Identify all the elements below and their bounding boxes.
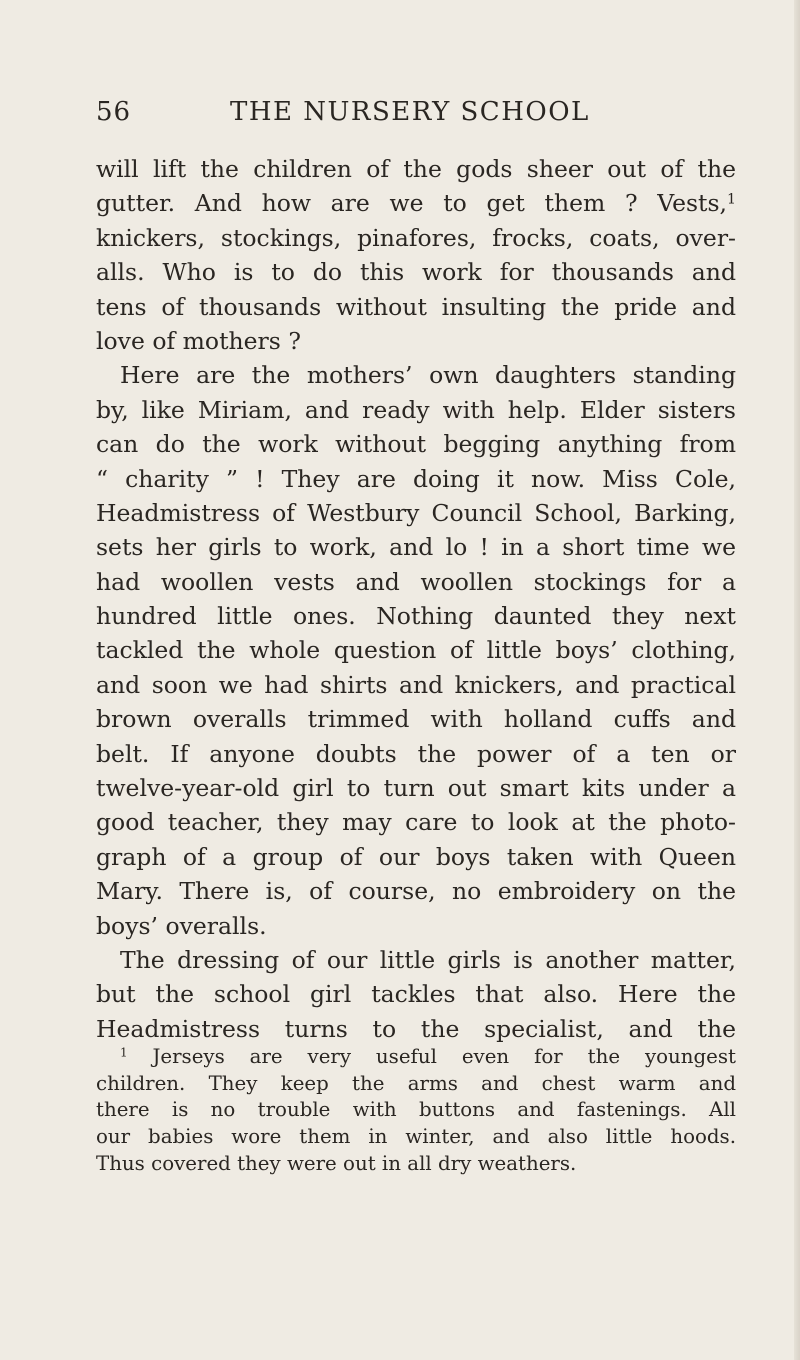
text-line: “ charity ” ! They are doing it now. Miss Cole, — [96, 464, 736, 493]
page-header — [96, 97, 736, 137]
text-line: graph of a group of our boys taken with Queen — [96, 842, 736, 871]
footnote-line: children. They keep the arms and chest warm and — [96, 1071, 736, 1095]
text-line: Headmistress of Westbury Council School, Barking, — [96, 498, 736, 527]
text-line: by, like Miriam, and ready with help. Elder sisters — [96, 395, 736, 424]
text-line: will lift the children of the gods sheer out of the — [96, 155, 736, 183]
footnote-line: Jerseys are very useful even for the youngest — [152, 1045, 736, 1068]
text-line: The dressing of our little girls is another matter, — [120, 945, 736, 974]
footnote-marker: 1 — [727, 191, 736, 208]
text-line: sets her girls to work, and lo ! in a short time we — [96, 533, 736, 562]
text-line: boys’ overalls. — [96, 911, 267, 940]
text-line: tackled the whole question of little boys’ clothing, — [96, 636, 736, 665]
page-edge — [794, 0, 800, 1360]
text-line: tens of thousands without insulting the pride and — [96, 292, 736, 321]
text-line: Headmistress turns to the specialist, and the — [96, 1014, 736, 1043]
text-line: love of mothers ? — [96, 326, 301, 355]
text-line: alls. Who is to do this work for thousands and — [96, 258, 736, 287]
text-line: brown overalls trimmed with holland cuffs and — [96, 705, 736, 734]
text-line: gutter. And how are we to get them ? Vests, — [96, 189, 728, 218]
text-line: and soon we had shirts and knickers, and practical — [96, 670, 736, 699]
text-line: hundred little ones. Nothing daunted they next — [96, 602, 736, 631]
text-line: knickers, stockings, pinafores, frocks, coats, over- — [96, 223, 736, 252]
text-line: Mary. There is, of course, no embroidery on the — [96, 877, 736, 906]
text-line: but the school girl tackles that also. Here the — [96, 980, 736, 1009]
text-line: can do the work without begging anything from — [96, 430, 736, 459]
footnote — [96, 1044, 736, 1177]
text-line: belt. If anyone doubts the power of a ten or — [96, 739, 736, 768]
footnote-line: Thus covered they were out in all dry weathers. — [96, 1151, 577, 1175]
text-line: twelve-year-old girl to turn out smart kits under a — [96, 774, 736, 803]
running-head: THE NURSERY SCHOOL — [230, 97, 590, 127]
text-line: Here are the mothers’ own daughters standing — [120, 361, 736, 390]
footnote-line: there is no trouble with buttons and fastenings. All — [96, 1098, 736, 1122]
text-line-with-footnote — [96, 186, 736, 220]
text-line: good teacher, they may care to look at the photo- — [96, 808, 736, 837]
footnote-number: 1 — [120, 1045, 128, 1060]
footnote-line-first — [96, 1044, 736, 1071]
text-line: had woollen vests and woollen stockings for a — [96, 567, 736, 596]
body-text — [96, 152, 736, 1046]
footnote-line: our babies wore them in winter, and also little hoods. — [96, 1125, 736, 1149]
page-number: 56 — [96, 97, 132, 127]
